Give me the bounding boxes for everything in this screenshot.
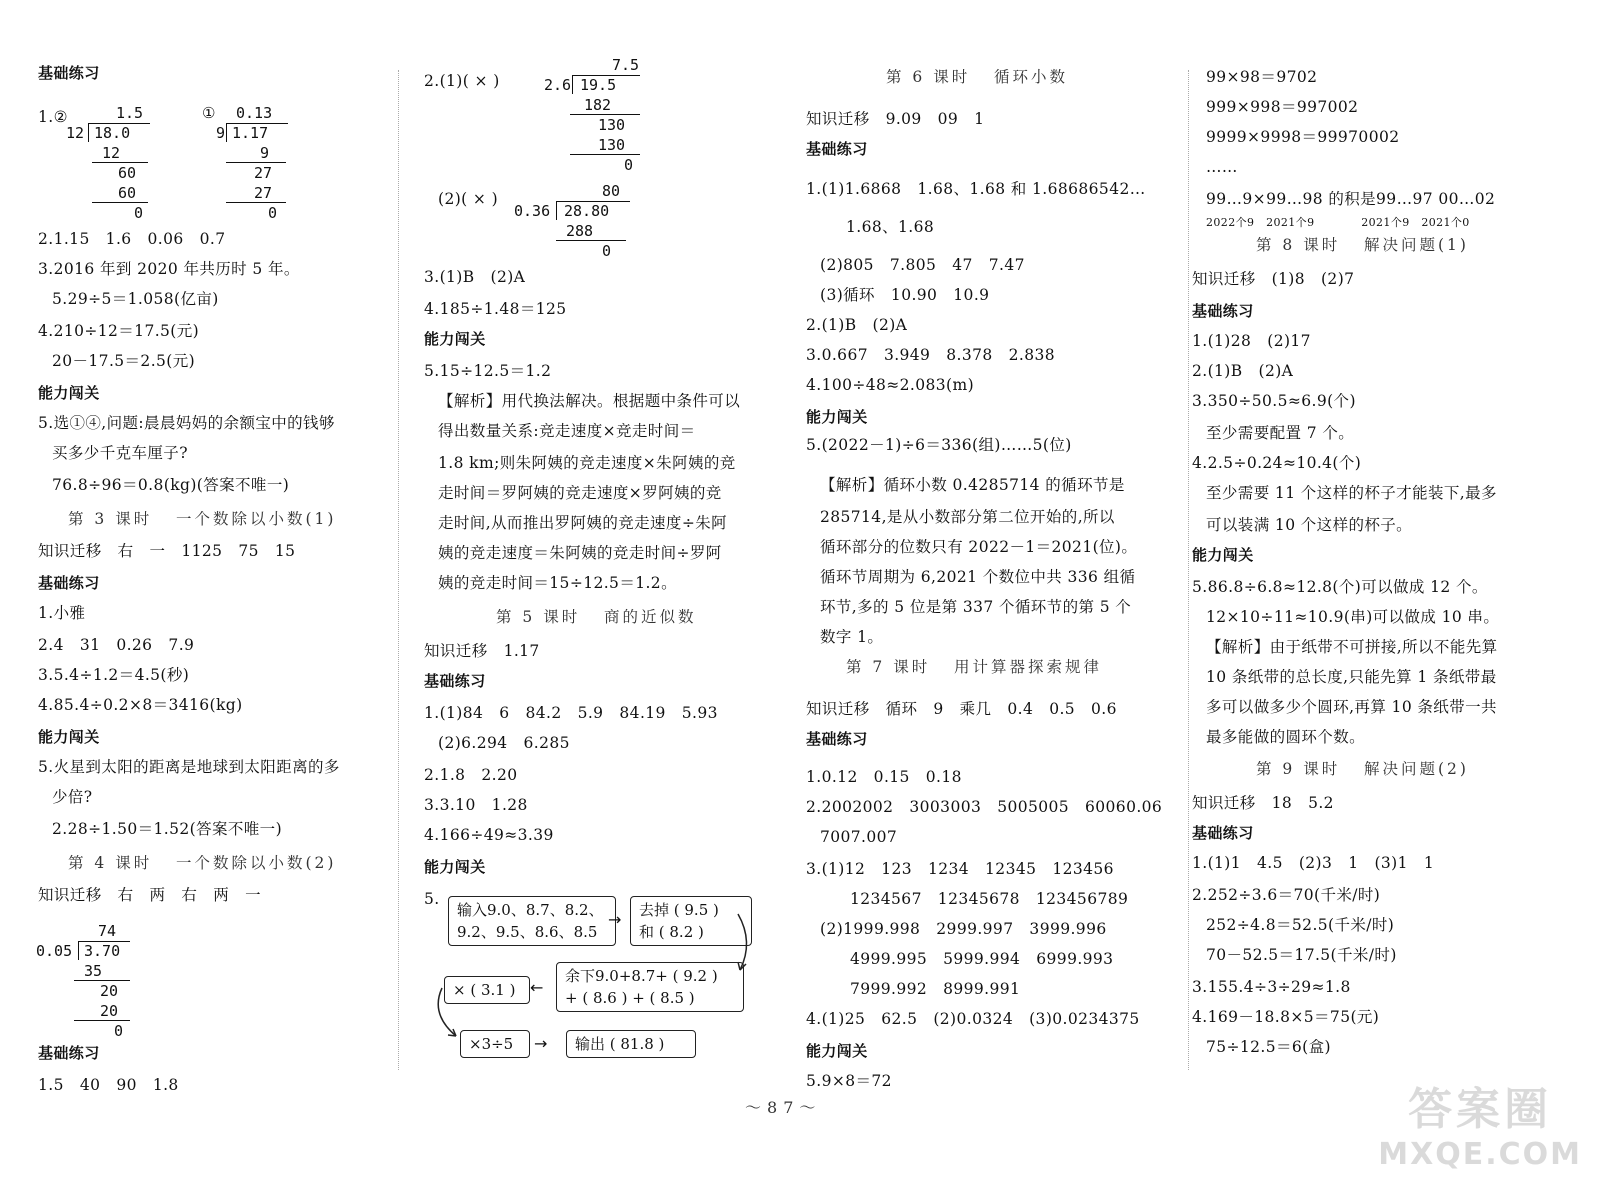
section-heading: 基础练习: [38, 574, 100, 592]
quotient: 1.5: [116, 104, 144, 122]
flow-input-box: 输入9.0、8.7、8.2、 9.2、9.5、8.6、8.5: [448, 896, 616, 946]
answer-line: 2.1.15 1.6 0.06 0.7: [38, 230, 226, 248]
answer-line: 2.28÷1.50＝1.52(答案不唯一): [52, 820, 283, 838]
lesson-title: 第 4 课时 一个数除以小数(2): [68, 854, 337, 872]
answer-line: 1.8 km;则朱阿姨的竞走速度×朱阿姨的竞: [438, 454, 736, 472]
dividend: 1.17: [232, 124, 269, 142]
answer-line: (2)6.294 6.285: [438, 734, 570, 752]
answer-line: 2.2002002 3003003 5005005 60060.06: [806, 798, 1163, 816]
section-heading: 基础练习: [38, 64, 100, 82]
answer-line: 4.85.4÷0.2×8＝3416(kg): [38, 696, 243, 714]
section-heading: 能力闯关: [38, 384, 100, 402]
divisor: 12: [66, 124, 85, 142]
answer-line: 少倍?: [52, 788, 93, 806]
answer-line: 4.(1)25 62.5 (2)0.0324 (3)0.0234375: [806, 1010, 1140, 1028]
divisor: 0.36: [514, 202, 551, 220]
dividend: 3.70: [84, 942, 121, 960]
answer-line: 可以装满 10 个这样的杯子。: [1206, 516, 1413, 534]
answer-line: 70－52.5＝17.5(千米/时): [1206, 946, 1397, 964]
quotient: 80: [602, 182, 621, 200]
step: 0: [134, 204, 144, 222]
step: 0: [268, 204, 278, 222]
lesson-title: 第 7 课时 用计算器探索规律: [846, 658, 1102, 676]
answer-line: 得出数量关系:竞走速度×竞走时间＝: [438, 422, 696, 440]
answer-line: 252÷4.8＝52.5(千米/时): [1206, 916, 1395, 934]
arrow-right-icon: →: [608, 910, 622, 929]
answer-line: 【解析】由于纸带不可拼接,所以不能先算: [1206, 638, 1498, 656]
arrow-left-icon: ←: [530, 978, 544, 997]
section-heading: 基础练习: [806, 140, 868, 158]
answer-line: (2)805 7.805 47 7.47: [820, 256, 1025, 274]
section-heading: 能力闯关: [38, 728, 100, 746]
flow-multiply-box: × ( 3.1 ): [444, 976, 530, 1004]
answer-line: 7999.992 8999.991: [850, 980, 1021, 998]
section-heading: 能力闯关: [806, 408, 868, 426]
answer-line: 最多能做的圆环个数。: [1206, 728, 1366, 746]
answer-line: 走时间,从而推出罗阿姨的竞走速度÷朱阿: [438, 514, 728, 532]
answer-line: 4.169－18.8×5＝75(元): [1192, 1008, 1380, 1026]
answer-line: 1.(1)28 (2)17: [1192, 332, 1311, 350]
lesson-title: 第 6 课时 循环小数: [886, 68, 1068, 86]
step: 27: [254, 184, 273, 202]
answer-line: 76.8÷96＝0.8(kg)(答案不唯一): [52, 476, 290, 494]
divisor: 0.05: [36, 942, 73, 960]
answer-line: 285714,是从小数部分第二位开始的,所以: [820, 508, 1115, 526]
answer-line: 5.15÷12.5＝1.2: [424, 362, 552, 380]
answer-line: 2.4 31 0.26 7.9: [38, 636, 195, 654]
divisor: 2.6: [544, 76, 572, 94]
answer-line: 姨的竞走时间＝15÷12.5＝1.2。: [438, 574, 677, 592]
answer-line: 【解析】循环小数 0.4285714 的循环节是: [820, 476, 1125, 494]
step: 20: [100, 982, 119, 1000]
option-label: ①: [202, 104, 216, 122]
quotient: 74: [98, 922, 117, 940]
step: 288: [566, 222, 594, 240]
step: 35: [84, 962, 103, 980]
section-heading: 基础练习: [424, 672, 486, 690]
answer-line: 4999.995 5999.994 6999.993: [850, 950, 1114, 968]
answer-line: 4.166÷49≈3.39: [424, 826, 554, 844]
answer-line: 99×98＝9702: [1206, 68, 1318, 86]
answer-line: 10 条纸带的总长度,只能先算 1 条纸带最: [1206, 668, 1497, 686]
answer-line: 3.0.667 3.949 8.378 2.838: [806, 346, 1056, 364]
quotient: 0.13: [236, 104, 273, 122]
dividend: 19.5: [580, 76, 617, 94]
arrow-right-icon: →: [534, 1034, 548, 1053]
answer-line: 1.小雅: [38, 604, 86, 622]
answer-line: 2022个9 2021个9 2021个9 2021个0: [1206, 216, 1470, 229]
answer-line: 1.②: [38, 108, 68, 126]
answer-line: 1.68、1.68: [846, 218, 935, 236]
answer-line: 2.(1)( × ): [424, 72, 500, 90]
answer-line: 5.火星到太阳的距离是地球到太阳距离的多: [38, 758, 340, 776]
answer-line: 多可以做多少个圆环,再算 10 条纸带一共: [1206, 698, 1497, 716]
answer-line: (2)( × ): [438, 190, 499, 208]
lesson-title: 第 3 课时 一个数除以小数(1): [68, 510, 337, 528]
answer-line: 知识迁移 9.09 09 1: [806, 110, 985, 128]
answer-line: 999×998＝997002: [1206, 98, 1359, 116]
answer-line: 99…9×99…98 的积是99…97 00…02: [1206, 190, 1496, 208]
answer-line: 5.: [424, 890, 440, 908]
watermark: [1378, 1073, 1582, 1172]
answer-line: 3.350÷50.5≈6.9(个): [1192, 392, 1356, 410]
flow-output-box: 输出 ( 81.8 ): [566, 1030, 696, 1058]
answer-line: 20－17.5＝2.5(元): [52, 352, 196, 370]
column-divider: [398, 70, 399, 1070]
dividend: 28.80: [564, 202, 610, 220]
answer-line: ……: [1206, 158, 1238, 176]
answer-line: 1234567 12345678 123456789: [850, 890, 1129, 908]
divisor: 9: [216, 124, 226, 142]
answer-line: 5.86.8÷6.8≈12.8(个)可以做成 12 个。: [1192, 578, 1488, 596]
answer-line: 7007.007: [820, 828, 898, 846]
answer-line: 2.(1)B (2)A: [806, 316, 908, 334]
answer-line: 走时间＝罗阿姨的竞走速度×罗阿姨的竞: [438, 484, 722, 502]
answer-line: 3.(1)B (2)A: [424, 268, 526, 286]
lesson-title: 第 8 课时 解决问题(1): [1256, 236, 1469, 254]
answer-line: 【解析】用代换法解决。根据题中条件可以: [438, 392, 741, 410]
answer-line: 2.(1)B (2)A: [1192, 362, 1294, 380]
answer-line: 3.155.4÷3÷29≈1.8: [1192, 978, 1351, 996]
answer-line: 循环节周期为 6,2021 个数位中共 336 组循: [820, 568, 1136, 586]
lesson-title: 第 5 课时 商的近似数: [496, 608, 697, 626]
answer-line: 4.2.5÷0.24≈10.4(个): [1192, 454, 1362, 472]
section-heading: 能力闯关: [1192, 546, 1254, 564]
answer-line: 3.2016 年到 2020 年共历时 5 年。: [38, 260, 300, 278]
section-heading: 能力闯关: [806, 1042, 868, 1060]
page-number-text: 87: [767, 1098, 800, 1117]
answer-line: 1.(1)84 6 84.2 5.9 84.19 5.93: [424, 704, 718, 722]
section-heading: 基础练习: [806, 730, 868, 748]
answer-line: 知识迁移 18 5.2: [1192, 794, 1334, 812]
answer-line: 4.185÷1.48＝125: [424, 300, 567, 318]
watermark-url: MXQE.COM: [1378, 1137, 1582, 1172]
step: 130: [598, 116, 626, 134]
answer-line: 至少需要 11 个这样的杯子才能装下,最多: [1206, 484, 1497, 502]
answer-line: (3)循环 10.90 10.9: [820, 286, 990, 304]
answer-line: 3.5.4÷1.2＝4.5(秒): [38, 666, 190, 684]
answer-line: 2.1.8 2.20: [424, 766, 518, 784]
section-heading: 能力闯关: [424, 330, 486, 348]
answer-line: 姨的竞走速度＝朱阿姨的竞走时间÷罗阿: [438, 544, 722, 562]
lesson-title: 第 9 课时 解决问题(2): [1256, 760, 1469, 778]
answer-line: 循环部分的位数只有 2022－1＝2021(位)。: [820, 538, 1138, 556]
step: 12: [102, 144, 121, 162]
answer-line: 知识迁移 循环 9 乘几 0.4 0.5 0.6: [806, 700, 1117, 718]
answer-line: 9999×9998＝99970002: [1206, 128, 1400, 146]
answer-line: 至少需要配置 7 个。: [1206, 424, 1355, 442]
step: 9: [260, 144, 270, 162]
answer-line: 数字 1。: [820, 628, 884, 646]
flow-sum-box: 余下9.0+8.7+ ( 9.2 ) + ( 8.6 ) + ( 8.5 ): [556, 962, 744, 1012]
flow-formula-box: ×3÷5: [460, 1030, 530, 1058]
answer-line: 5.29÷5＝1.058(亿亩): [52, 290, 219, 308]
step: 130: [598, 136, 626, 154]
column-divider: [1188, 70, 1189, 1070]
step: 27: [254, 164, 273, 182]
answer-line: 75÷12.5＝6(盒): [1206, 1038, 1331, 1056]
curved-arrow-icon: [430, 984, 460, 1044]
answer-line: 12×10÷11≈10.9(串)可以做成 10 串。: [1206, 608, 1500, 626]
answer-line: 买多少千克车厘子?: [52, 444, 188, 462]
section-heading: 基础练习: [1192, 302, 1254, 320]
step: 0: [114, 1022, 124, 1040]
answer-line: 1.(1)1.6868 1.68、1.68 和 1.68686542…: [806, 180, 1146, 198]
section-heading: 能力闯关: [424, 858, 486, 876]
answer-line: 5.9×8＝72: [806, 1072, 892, 1090]
answer-line: 5.(2022－1)÷6＝336(组)……5(位): [806, 436, 1072, 454]
answer-line: 知识迁移 (1)8 (2)7: [1192, 270, 1355, 288]
step: 0: [602, 242, 612, 260]
answer-line: 4.100÷48≈2.083(m): [806, 376, 975, 394]
answer-line: 知识迁移 右 两 右 两 一: [38, 886, 262, 904]
answer-line: 环节,多的 5 位是第 337 个循环节的第 5 个: [820, 598, 1132, 616]
page-number: 〜87〜: [745, 1098, 822, 1117]
answer-line: 知识迁移 右 一 1125 75 15: [38, 542, 296, 560]
watermark-text: 答案圈: [1408, 1084, 1553, 1135]
dividend: 18.0: [94, 124, 131, 142]
answer-line: (2)1999.998 2999.997 3999.996: [820, 920, 1107, 938]
answer-line: 1.(1)1 4.5 (2)3 1 (3)1 1: [1192, 854, 1435, 872]
step: 60: [118, 164, 137, 182]
flow-remove-box: 去掉 ( 9.5 ) 和 ( 8.2 ): [630, 896, 752, 946]
step: 20: [100, 1002, 119, 1020]
quotient: 7.5: [612, 56, 640, 74]
answer-line: 1.0.12 0.15 0.18: [806, 768, 962, 786]
answer-line: 3.3.10 1.28: [424, 796, 528, 814]
step: 182: [584, 96, 612, 114]
answer-line: 3.(1)12 123 1234 12345 123456: [806, 860, 1114, 878]
section-heading: 基础练习: [1192, 824, 1254, 842]
section-heading: 基础练习: [38, 1044, 100, 1062]
answer-line: 4.210÷12＝17.5(元): [38, 322, 200, 340]
step: 0: [624, 156, 634, 174]
answer-line: 1.5 40 90 1.8: [38, 1076, 179, 1094]
step: 60: [118, 184, 137, 202]
answer-line: 5.选①④,问题:晨晨妈妈的余额宝中的钱够: [38, 414, 335, 432]
answer-line: 2.252÷3.6＝70(千米/时): [1192, 886, 1381, 904]
answer-line: 知识迁移 1.17: [424, 642, 540, 660]
